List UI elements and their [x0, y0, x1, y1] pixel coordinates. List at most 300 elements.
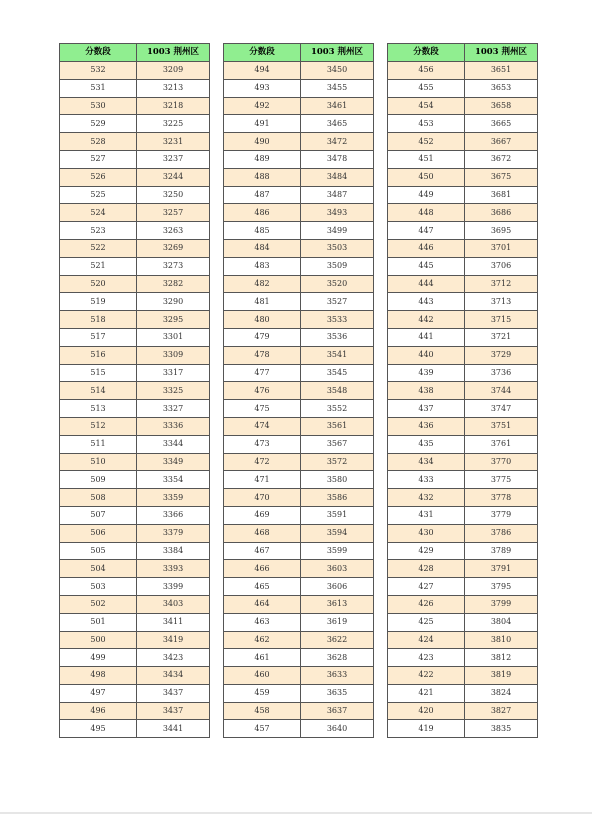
header-score-range: 分数段: [60, 44, 137, 62]
score-cell: 528: [60, 133, 137, 151]
table-row: [388, 115, 538, 133]
score-cell: 491: [224, 115, 301, 133]
table-row: [60, 275, 210, 293]
rank-cell: 3686: [465, 204, 538, 222]
score-cell: 443: [388, 293, 465, 311]
table-row: [224, 400, 374, 418]
score-cell: 445: [388, 257, 465, 275]
table-row: [224, 578, 374, 596]
rank-cell: 3701: [465, 239, 538, 257]
table-row: [388, 435, 538, 453]
score-cell: 439: [388, 364, 465, 382]
rank-cell: 3359: [137, 489, 210, 507]
rank-cell: 3603: [301, 560, 374, 578]
table-row: [388, 542, 538, 560]
rank-cell: 3747: [465, 400, 538, 418]
rank-cell: 3349: [137, 453, 210, 471]
table-row: [388, 400, 538, 418]
score-cell: 482: [224, 275, 301, 293]
rank-cell: 3437: [137, 702, 210, 720]
rank-cell: 3651: [465, 62, 538, 80]
score-cell: 430: [388, 524, 465, 542]
table-row: [224, 595, 374, 613]
score-cell: 499: [60, 649, 137, 667]
rank-cell: 3827: [465, 702, 538, 720]
table-row: [388, 275, 538, 293]
rank-cell: 3695: [465, 222, 538, 240]
rank-cell: 3461: [301, 97, 374, 115]
rank-cell: 3653: [465, 79, 538, 97]
rank-cell: 3810: [465, 631, 538, 649]
table-row: [60, 133, 210, 151]
header-score-range: 分数段: [388, 44, 465, 62]
table-row: [60, 62, 210, 80]
rank-cell: 3594: [301, 524, 374, 542]
score-cell: 480: [224, 311, 301, 329]
table-row: [60, 328, 210, 346]
score-cell: 493: [224, 79, 301, 97]
rank-cell: 3799: [465, 595, 538, 613]
rank-cell: 3231: [137, 133, 210, 151]
table-row: [388, 649, 538, 667]
score-cell: 479: [224, 328, 301, 346]
table-row: [60, 222, 210, 240]
score-cell: 431: [388, 506, 465, 524]
table-row: [388, 417, 538, 435]
score-cell: 489: [224, 150, 301, 168]
rank-cell: 3399: [137, 578, 210, 596]
rank-cell: 3244: [137, 168, 210, 186]
score-cell: 429: [388, 542, 465, 560]
score-cell: 420: [388, 702, 465, 720]
table-row: [60, 471, 210, 489]
rank-cell: 3619: [301, 613, 374, 631]
rank-cell: 3715: [465, 311, 538, 329]
score-cell: 507: [60, 506, 137, 524]
table-row: [388, 453, 538, 471]
table-row: [224, 79, 374, 97]
table-row: [224, 667, 374, 685]
table-row: [224, 417, 374, 435]
rank-cell: 3635: [301, 684, 374, 702]
rank-cell: 3591: [301, 506, 374, 524]
score-cell: 419: [388, 720, 465, 738]
rank-cell: 3665: [465, 115, 538, 133]
table-row: [224, 62, 374, 80]
rank-cell: 3667: [465, 133, 538, 151]
table-row: [388, 293, 538, 311]
score-cell: 454: [388, 97, 465, 115]
score-cell: 497: [60, 684, 137, 702]
table-row: [388, 239, 538, 257]
score-cell: 434: [388, 453, 465, 471]
score-cell: 425: [388, 613, 465, 631]
rank-cell: 3503: [301, 239, 374, 257]
rank-cell: 3729: [465, 346, 538, 364]
table-row: [60, 257, 210, 275]
table-row: [60, 382, 210, 400]
table-row: [60, 542, 210, 560]
rank-cell: 3795: [465, 578, 538, 596]
score-cell: 518: [60, 311, 137, 329]
table-row: [388, 595, 538, 613]
score-cell: 453: [388, 115, 465, 133]
rank-cell: 3775: [465, 471, 538, 489]
table-row: [60, 560, 210, 578]
score-cell: 448: [388, 204, 465, 222]
rank-cell: 3263: [137, 222, 210, 240]
score-cell: 456: [388, 62, 465, 80]
score-cell: 476: [224, 382, 301, 400]
rank-cell: 3770: [465, 453, 538, 471]
rank-cell: 3804: [465, 613, 538, 631]
table-row: [224, 684, 374, 702]
score-cell: 432: [388, 489, 465, 507]
table-row: [60, 631, 210, 649]
score-cell: 436: [388, 417, 465, 435]
score-cell: 515: [60, 364, 137, 382]
rank-cell: 3225: [137, 115, 210, 133]
score-cell: 470: [224, 489, 301, 507]
rank-cell: 3325: [137, 382, 210, 400]
table-row: [60, 417, 210, 435]
table-row: [224, 275, 374, 293]
rank-cell: 3437: [137, 684, 210, 702]
score-cell: 513: [60, 400, 137, 418]
score-cell: 512: [60, 417, 137, 435]
rank-cell: 3791: [465, 560, 538, 578]
table-row: [388, 631, 538, 649]
table-row: [388, 346, 538, 364]
table-row: [60, 649, 210, 667]
score-cell: 424: [388, 631, 465, 649]
score-cell: 514: [60, 382, 137, 400]
rank-cell: 3606: [301, 578, 374, 596]
rank-cell: 3561: [301, 417, 374, 435]
score-cell: 517: [60, 328, 137, 346]
score-cell: 442: [388, 311, 465, 329]
score-cell: 516: [60, 346, 137, 364]
table-row: [60, 524, 210, 542]
header-score-range: 分数段: [224, 44, 301, 62]
rank-cell: 3520: [301, 275, 374, 293]
rank-cell: 3580: [301, 471, 374, 489]
score-cell: 492: [224, 97, 301, 115]
table-row: [224, 489, 374, 507]
rank-cell: 3478: [301, 150, 374, 168]
table-row: [224, 631, 374, 649]
rank-cell: 3628: [301, 649, 374, 667]
table-body: [388, 62, 538, 738]
score-cell: 433: [388, 471, 465, 489]
score-cell: 495: [60, 720, 137, 738]
rank-cell: 3706: [465, 257, 538, 275]
table-row: [224, 204, 374, 222]
score-cell: 475: [224, 400, 301, 418]
rank-cell: 3819: [465, 667, 538, 685]
rank-cell: 3744: [465, 382, 538, 400]
score-table-1: [59, 43, 210, 738]
score-cell: 519: [60, 293, 137, 311]
rank-cell: 3637: [301, 702, 374, 720]
score-cell: 460: [224, 667, 301, 685]
rank-cell: 3472: [301, 133, 374, 151]
rank-cell: 3423: [137, 649, 210, 667]
table-row: [224, 453, 374, 471]
score-cell: 510: [60, 453, 137, 471]
table-row: [224, 364, 374, 382]
rank-cell: 3282: [137, 275, 210, 293]
rank-cell: 3586: [301, 489, 374, 507]
score-cell: 462: [224, 631, 301, 649]
rank-cell: 3354: [137, 471, 210, 489]
table-row: [224, 346, 374, 364]
table-body: [60, 62, 210, 738]
table-row: [60, 613, 210, 631]
score-cell: 509: [60, 471, 137, 489]
rank-cell: 3419: [137, 631, 210, 649]
rank-cell: 3567: [301, 435, 374, 453]
rank-cell: 3778: [465, 489, 538, 507]
rank-cell: 3681: [465, 186, 538, 204]
score-cell: 484: [224, 239, 301, 257]
score-cell: 457: [224, 720, 301, 738]
score-cell: 469: [224, 506, 301, 524]
table-row: [388, 168, 538, 186]
table-row: [224, 702, 374, 720]
rank-cell: 3441: [137, 720, 210, 738]
table-row: [60, 667, 210, 685]
rank-cell: 3309: [137, 346, 210, 364]
table-row: [224, 524, 374, 542]
score-cell: 428: [388, 560, 465, 578]
table-row: [388, 382, 538, 400]
table-row: [224, 506, 374, 524]
score-cell: 527: [60, 150, 137, 168]
table-row: [60, 150, 210, 168]
rank-cell: 3599: [301, 542, 374, 560]
table-row: [60, 204, 210, 222]
rank-cell: 3613: [301, 595, 374, 613]
rank-cell: 3237: [137, 150, 210, 168]
rank-cell: 3403: [137, 595, 210, 613]
rank-cell: 3736: [465, 364, 538, 382]
rank-cell: 3336: [137, 417, 210, 435]
rank-cell: 3301: [137, 328, 210, 346]
score-cell: 438: [388, 382, 465, 400]
rank-cell: 3761: [465, 435, 538, 453]
table-row: [388, 684, 538, 702]
score-cell: 481: [224, 293, 301, 311]
score-cell: 504: [60, 560, 137, 578]
table-row: [60, 97, 210, 115]
score-cell: 437: [388, 400, 465, 418]
table-row: [60, 720, 210, 738]
rank-cell: 3317: [137, 364, 210, 382]
rank-cell: 3527: [301, 293, 374, 311]
score-cell: 472: [224, 453, 301, 471]
table-row: [224, 435, 374, 453]
table-row: [60, 115, 210, 133]
score-cell: 422: [388, 667, 465, 685]
header-region: 1003 荆州区: [137, 44, 210, 62]
rank-cell: 3465: [301, 115, 374, 133]
rank-cell: 3384: [137, 542, 210, 560]
rank-cell: 3450: [301, 62, 374, 80]
score-cell: 508: [60, 489, 137, 507]
score-cell: 465: [224, 578, 301, 596]
score-cell: 441: [388, 328, 465, 346]
rank-cell: 3250: [137, 186, 210, 204]
table-row: [60, 346, 210, 364]
table-row: [224, 471, 374, 489]
rank-cell: 3672: [465, 150, 538, 168]
score-cell: 488: [224, 168, 301, 186]
table-row: [60, 168, 210, 186]
rank-cell: 3213: [137, 79, 210, 97]
rank-cell: 3548: [301, 382, 374, 400]
score-cell: 444: [388, 275, 465, 293]
table-row: [388, 524, 538, 542]
score-cell: 494: [224, 62, 301, 80]
score-cell: 450: [388, 168, 465, 186]
table-row: [60, 578, 210, 596]
table-row: [388, 489, 538, 507]
score-cell: 451: [388, 150, 465, 168]
score-cell: 525: [60, 186, 137, 204]
table-row: [224, 239, 374, 257]
rank-cell: 3622: [301, 631, 374, 649]
score-cell: 421: [388, 684, 465, 702]
score-cell: 485: [224, 222, 301, 240]
table-row: [60, 79, 210, 97]
table-row: [60, 453, 210, 471]
table-row: [388, 79, 538, 97]
table-row: [224, 150, 374, 168]
score-cell: 473: [224, 435, 301, 453]
rank-cell: 3712: [465, 275, 538, 293]
table-body: [224, 62, 374, 738]
table-row: [388, 150, 538, 168]
table-row: [388, 222, 538, 240]
table-row: [224, 133, 374, 151]
score-cell: 458: [224, 702, 301, 720]
rank-cell: 3675: [465, 168, 538, 186]
score-cell: 524: [60, 204, 137, 222]
rank-cell: 3552: [301, 400, 374, 418]
table-row: [60, 293, 210, 311]
score-cell: 531: [60, 79, 137, 97]
table-row: [224, 293, 374, 311]
score-cell: 487: [224, 186, 301, 204]
rank-cell: 3640: [301, 720, 374, 738]
score-cell: 532: [60, 62, 137, 80]
rank-cell: 3786: [465, 524, 538, 542]
score-cell: 440: [388, 346, 465, 364]
table-row: [388, 311, 538, 329]
score-cell: 490: [224, 133, 301, 151]
rank-cell: 3366: [137, 506, 210, 524]
header-region: 1003 荆州区: [301, 44, 374, 62]
rank-cell: 3779: [465, 506, 538, 524]
score-cell: 447: [388, 222, 465, 240]
score-cell: 449: [388, 186, 465, 204]
rank-cell: 3273: [137, 257, 210, 275]
table-row: [224, 186, 374, 204]
rank-cell: 3509: [301, 257, 374, 275]
score-cell: 467: [224, 542, 301, 560]
rank-cell: 3393: [137, 560, 210, 578]
table-row: [60, 489, 210, 507]
rank-cell: 3835: [465, 720, 538, 738]
score-cell: 486: [224, 204, 301, 222]
score-cell: 466: [224, 560, 301, 578]
table-row: [388, 613, 538, 631]
score-cell: 455: [388, 79, 465, 97]
score-cell: 520: [60, 275, 137, 293]
rank-cell: 3721: [465, 328, 538, 346]
score-cell: 501: [60, 613, 137, 631]
table-row: [224, 613, 374, 631]
score-cell: 471: [224, 471, 301, 489]
score-cell: 529: [60, 115, 137, 133]
score-cell: 478: [224, 346, 301, 364]
score-cell: 468: [224, 524, 301, 542]
table-row: [388, 578, 538, 596]
score-cell: 463: [224, 613, 301, 631]
table-row: [60, 400, 210, 418]
score-cell: 503: [60, 578, 137, 596]
score-cell: 506: [60, 524, 137, 542]
table-row: [224, 311, 374, 329]
rank-cell: 3295: [137, 311, 210, 329]
table-row: [388, 328, 538, 346]
score-cell: 426: [388, 595, 465, 613]
rank-cell: 3751: [465, 417, 538, 435]
rank-cell: 3545: [301, 364, 374, 382]
score-cell: 505: [60, 542, 137, 560]
score-cell: 522: [60, 239, 137, 257]
rank-cell: 3541: [301, 346, 374, 364]
score-cell: 452: [388, 133, 465, 151]
score-cell: 446: [388, 239, 465, 257]
rank-cell: 3533: [301, 311, 374, 329]
rank-cell: 3269: [137, 239, 210, 257]
table-row: [388, 720, 538, 738]
score-cell: 496: [60, 702, 137, 720]
score-cell: 427: [388, 578, 465, 596]
rank-cell: 3455: [301, 79, 374, 97]
table-row: [388, 471, 538, 489]
table-row: [388, 186, 538, 204]
table-row: [224, 328, 374, 346]
table-header-row: [224, 44, 374, 62]
table-row: [60, 311, 210, 329]
score-cell: 423: [388, 649, 465, 667]
table-row: [388, 702, 538, 720]
rank-cell: 3411: [137, 613, 210, 631]
table-row: [224, 542, 374, 560]
table-row: [60, 684, 210, 702]
table-row: [60, 702, 210, 720]
rank-cell: 3344: [137, 435, 210, 453]
table-row: [224, 382, 374, 400]
rank-cell: 3257: [137, 204, 210, 222]
table-row: [60, 364, 210, 382]
table-row: [60, 506, 210, 524]
table-row: [224, 222, 374, 240]
rank-cell: 3434: [137, 667, 210, 685]
